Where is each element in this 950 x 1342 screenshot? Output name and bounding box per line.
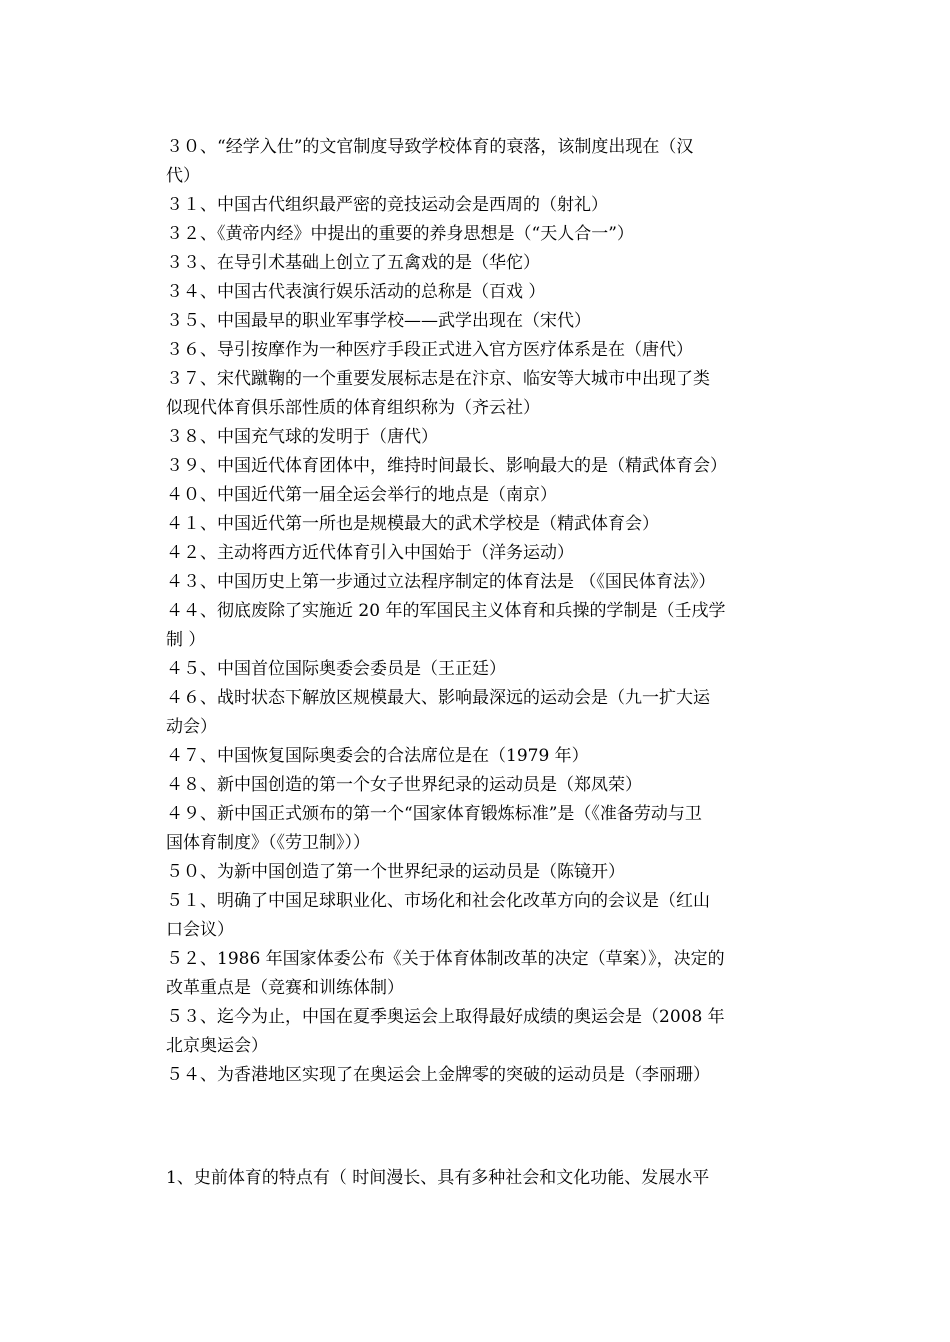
- text-line: ５１、明确了中国足球职业化、市场化和社会化改革方向的会议是（红山: [166, 891, 710, 911]
- text-line: ４１、中国近代第一所也是规模最大的武术学校是（精武体育会）: [166, 514, 659, 534]
- text-line: 改革重点是（竞赛和训练体制）: [166, 978, 404, 998]
- text-line: ３０、“经学入仕”的文官制度导致学校体育的衰落，该制度出现在（汉: [166, 137, 694, 157]
- text-line: ４４、彻底废除了实施近 20 年的军国民主义体育和兵操的学制是（壬戌学: [166, 601, 726, 621]
- text-line: ３４、中国古代表演行娱乐活动的总称是（百戏 ）: [166, 282, 546, 302]
- text-line: ３３、在导引术基础上创立了五禽戏的是（华佗）: [166, 253, 540, 273]
- text-line: 动会）: [166, 717, 217, 737]
- text-line: 口会议）: [166, 920, 234, 940]
- text-line: ４９、新中国正式颁布的第一个“国家体育锻炼标准”是（《准备劳动与卫: [166, 804, 702, 824]
- text-line: ５４、为香港地区实现了在奥运会上金牌零的突破的运动员是（李丽珊）: [166, 1065, 710, 1085]
- second-section: [166, 1164, 786, 1193]
- text-line: ３２、《黄帝内经》中提出的重要的养身思想是（“天人合一”）: [166, 224, 634, 244]
- text-line: ４８、新中国创造的第一个女子世界纪录的运动员是（郑凤荣）: [166, 775, 642, 795]
- text-line: ４５、中国首位国际奥委会委员是（王正廷）: [166, 659, 506, 679]
- text-line: ３７、宋代蹴鞠的一个重要发展标志是在汴京、临安等大城市中出现了类: [166, 369, 710, 389]
- text-line: 似现代体育俱乐部性质的体育组织称为（齐云社）: [166, 398, 540, 418]
- text-line: 国体育制度》（《劳卫制》））: [166, 833, 370, 853]
- text-line: ４２、主动将西方近代体育引入中国始于（洋务运动）: [166, 543, 574, 563]
- question-list: [166, 133, 786, 1090]
- text-line: ５２、1986 年国家体委公布《关于体育体制改革的决定（草案）》，决定的: [166, 949, 725, 969]
- text-line: ３６、导引按摩作为一种医疗手段正式进入官方医疗体系是在（唐代）: [166, 340, 693, 360]
- text-line: ３８、中国充气球的发明于（唐代）: [166, 427, 438, 447]
- text-line: 1、史前体育的特点有（ 时间漫长、具有多种社会和文化功能、发展水平: [166, 1168, 710, 1188]
- text-line: ４０、中国近代第一届全运会举行的地点是（南京）: [166, 485, 557, 505]
- text-line: 北京奥运会）: [166, 1036, 268, 1056]
- text-line: ４６、战时状态下解放区规模最大、影响最深远的运动会是（九一扩大运: [166, 688, 710, 708]
- text-line: ３９、中国近代体育团体中，维持时间最长、影响最大的是（精武体育会）: [166, 456, 727, 476]
- text-line: ４７、中国恢复国际奥委会的合法席位是在（1979 年）: [166, 746, 589, 766]
- text-line: ５３、迄今为止，中国在夏季奥运会上取得最好成绩的奥运会是（2008 年: [166, 1007, 725, 1027]
- text-line: ４３、中国历史上第一步通过立法程序制定的体育法是 （《国民体育法》）: [166, 572, 716, 592]
- text-line: 制 ）: [166, 630, 206, 650]
- text-line: 代）: [166, 166, 200, 186]
- text-line: ３５、中国最早的职业军事学校——武学出现在（宋代）: [166, 311, 591, 331]
- text-line: ３１、中国古代组织最严密的竞技运动会是西周的（射礼）: [166, 195, 608, 215]
- text-line: ５０、为新中国创造了第一个世界纪录的运动员是（陈镜开）: [166, 862, 625, 882]
